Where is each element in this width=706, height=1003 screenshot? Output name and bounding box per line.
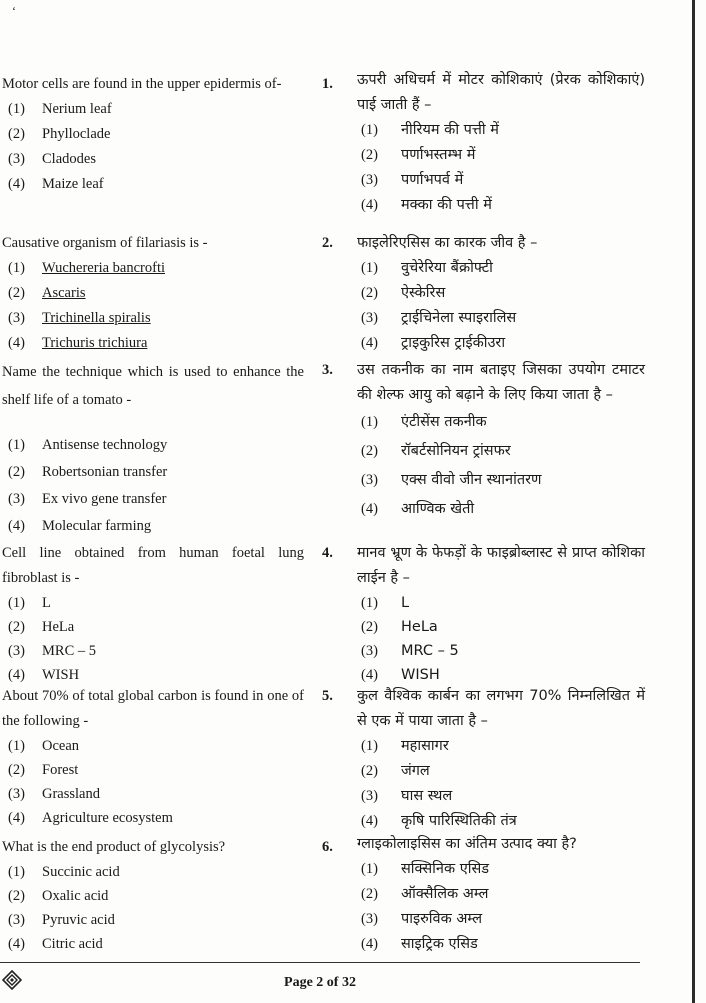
question-stem: What is the end product of glycolysis?	[2, 839, 226, 855]
option: (1) Antisense technology	[8, 437, 168, 453]
top-mark: ‘	[12, 4, 16, 18]
option: (1) महासागर	[361, 738, 449, 754]
question-6-english	[2, 835, 304, 956]
option: (2) पर्णाभस्तम्भ में	[361, 147, 476, 163]
question-1-hindi	[357, 68, 645, 218]
option: (1) Ocean	[8, 738, 80, 754]
option: (3) ट्राईचिनेला स्पाइरालिस	[361, 310, 517, 326]
page-number: Page 2 of 32	[284, 975, 356, 990]
option: (1) वुचेरेरिया बैंक्रोफ्टी	[361, 260, 493, 276]
question-4-hindi	[357, 541, 645, 687]
option: (1) Wuchereria bancrofti	[8, 260, 165, 276]
question-stem: ग्लाइकोलाइसिस का अंतिम उत्पाद क्या है?	[357, 836, 577, 852]
option: (4) Molecular farming	[8, 518, 152, 534]
option: (2) रॉबर्टसोनियन ट्रांसफर	[361, 443, 511, 459]
question-stem: Name the technique which is used to enhance the shelf life of a tomato -	[2, 364, 304, 408]
question-number: 5.	[322, 688, 333, 704]
question-number: 3.	[322, 362, 333, 378]
question-number: 1.	[322, 76, 333, 92]
option: (4) WISH	[8, 667, 80, 683]
option: (3) Cladodes	[8, 151, 96, 167]
option: (2) HeLa	[361, 619, 438, 635]
option: (2) ऐस्केरिस	[361, 285, 446, 301]
option: (1) सक्सिनिक एसिड	[361, 861, 490, 877]
option: (3) MRC – 5	[361, 643, 459, 659]
question-2-english	[2, 231, 304, 356]
option: (4) कृषि पारिस्थितिकी तंत्र	[361, 813, 517, 829]
option: (4) मक्का की पत्ती में	[361, 197, 492, 213]
option: (1) Succinic acid	[8, 864, 120, 880]
question-stem: Cell line obtained from human foetal lung fibroblast is -	[2, 545, 304, 586]
question-number: 4.	[322, 545, 333, 561]
option: (2) Robertsonian transfer	[8, 464, 168, 480]
option: (4) Maize leaf	[8, 176, 104, 192]
page-edge	[692, 0, 695, 1003]
option: (1) L	[361, 595, 410, 611]
option: (3) Trichinella spiralis	[8, 310, 151, 326]
option: (1) नीरियम की पत्ती में	[361, 122, 499, 138]
question-6-hindi	[357, 832, 645, 957]
option: (2) Ascaris	[8, 285, 86, 301]
question-3-hindi	[357, 358, 645, 524]
question-stem: Motor cells are found in the upper epidermis of-	[2, 76, 282, 92]
option: (3) पर्णाभपर्व में	[361, 172, 464, 188]
question-5-english	[2, 684, 304, 830]
option: (4) आण्विक खेती	[361, 501, 475, 517]
option: (3) एक्स वीवो जीन स्थानांतरण	[361, 472, 542, 488]
footer-divider	[0, 962, 640, 963]
question-5-hindi	[357, 684, 645, 834]
option: (4) ट्राइकुरिस ट्राईकीउरा	[361, 335, 506, 351]
question-stem: ऊपरी अधिचर्म में मोटर कोशिकाएं (प्रेरक कोशिकाएं) पाई जाती हैं –	[357, 72, 645, 113]
question-3-english	[2, 358, 304, 540]
option: (2) जंगल	[361, 763, 430, 779]
option: (3) पाइरुविक अम्ल	[361, 911, 483, 927]
option: (3) MRC – 5	[8, 643, 96, 659]
option: (2) Oxalic acid	[8, 888, 109, 904]
option: (3) घास स्थल	[361, 788, 453, 804]
question-stem: About 70% of total global carbon is found in one of the following -	[2, 688, 304, 729]
option: (1) एंटीसेंस तकनीक	[361, 414, 487, 430]
option: (4) WISH	[361, 667, 440, 683]
question-4-english	[2, 541, 304, 687]
option: (1) L	[8, 595, 51, 611]
option: (2) ऑक्सैलिक अम्ल	[361, 886, 489, 902]
question-stem: कुल वैश्विक कार्बन का लगभग 70% निम्नलिखित में से एक में पाया जाता है –	[357, 688, 645, 729]
question-2-hindi	[357, 231, 645, 356]
option: (4) साइट्रिक एसिड	[361, 936, 478, 952]
question-stem: उस तकनीक का नाम बताइए जिसका उपयोग टमाटर की शेल्फ आयु को बढ़ाने के लिए किया जाता है –	[357, 362, 645, 403]
option: (2) Forest	[8, 762, 79, 778]
option: (4) Agriculture ecosystem	[8, 810, 173, 826]
question-stem: फाइलेरिएसिस का कारक जीव है –	[357, 235, 538, 251]
option: (3) Ex vivo gene transfer	[8, 491, 167, 507]
question-stem: मानव भ्रूण के फेफड़ों के फाइब्रोब्लास्ट से प्राप्त कोशिका लाईन है –	[357, 545, 645, 586]
option: (2) Phylloclade	[8, 126, 111, 142]
option: (1) Nerium leaf	[8, 101, 112, 117]
option: (3) Grassland	[8, 786, 100, 802]
option: (3) Pyruvic acid	[8, 912, 115, 928]
option: (2) HeLa	[8, 619, 75, 635]
question-stem: Causative organism of filariasis is -	[2, 235, 208, 251]
option: (4) Trichuris trichiura	[8, 335, 148, 351]
question-number: 6.	[322, 839, 333, 855]
question-1-english	[2, 72, 304, 197]
option: (4) Citric acid	[8, 936, 103, 952]
question-number: 2.	[322, 235, 333, 251]
